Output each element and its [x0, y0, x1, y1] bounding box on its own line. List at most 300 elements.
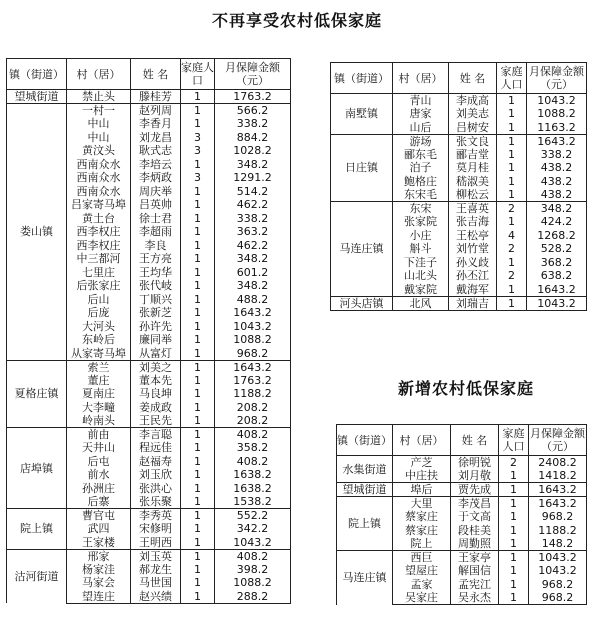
village-cell: 西南众水	[67, 158, 131, 172]
monthly-amount-cell: 2408.2	[529, 456, 587, 470]
name-cell: 李茂昌	[451, 497, 499, 511]
village-cell: 大里	[393, 497, 451, 511]
household-size-cell: 1	[497, 107, 527, 121]
household-size-cell: 1	[181, 590, 215, 604]
village-cell: 中庄扶	[393, 469, 451, 483]
village-cell: 黄土台	[67, 212, 131, 226]
village-cell: 张家院	[393, 215, 449, 229]
household-size-cell: 1	[497, 188, 527, 202]
village-cell: 西李权庄	[67, 225, 131, 239]
village-cell: 山后	[393, 121, 449, 135]
village-cell: 杨家洼	[67, 563, 131, 577]
table-row	[7, 90, 291, 104]
household-size-cell: 1	[181, 185, 215, 199]
household-size-cell: 1	[499, 510, 529, 524]
col-header-monthly-amount: 月保障金额（元）	[215, 59, 291, 90]
village-cell: 武四	[67, 522, 131, 536]
table-row	[337, 483, 587, 497]
monthly-amount-cell: 601.2	[215, 266, 291, 280]
new-families-table	[336, 424, 587, 605]
village-cell: 后山	[67, 293, 131, 307]
table-row	[331, 94, 587, 108]
name-cell: 孙义歧	[449, 256, 497, 270]
monthly-amount-cell: 1643.2	[215, 360, 291, 374]
village-cell: 唐家	[393, 107, 449, 121]
name-cell: 刘玉欣	[131, 468, 181, 482]
village-cell: 黄汶头	[67, 144, 131, 158]
household-size-cell: 2	[497, 242, 527, 256]
household-size-cell: 1	[181, 414, 215, 428]
monthly-amount-cell: 1043.2	[527, 296, 587, 310]
name-cell: 赵列周	[131, 104, 181, 118]
monthly-amount-cell: 968.2	[215, 347, 291, 361]
monthly-amount-cell: 348.2	[215, 252, 291, 266]
village-cell: 董庄	[67, 374, 131, 388]
village-cell: 山北头	[393, 269, 449, 283]
village-cell: 一村一	[67, 104, 131, 118]
monthly-amount-cell: 424.2	[527, 215, 587, 229]
household-size-cell: 1	[181, 266, 215, 280]
monthly-amount-cell: 1043.2	[529, 551, 587, 565]
household-size-cell: 1	[181, 306, 215, 320]
name-cell: 徐士君	[131, 212, 181, 226]
household-size-cell: 1	[181, 320, 215, 334]
household-size-cell: 1	[499, 469, 529, 483]
village-cell: 郦东毛	[393, 148, 449, 162]
village-cell: 蔡家庄	[393, 510, 451, 524]
name-cell: 李超雨	[131, 225, 181, 239]
name-cell: 张新芝	[131, 306, 181, 320]
name-cell: 廉同举	[131, 333, 181, 347]
monthly-amount-cell: 1188.2	[215, 387, 291, 401]
col-header-monthly-amount: 月保障金额（元）	[527, 63, 587, 94]
name-cell: 王民先	[131, 414, 181, 428]
name-cell: 李良	[131, 239, 181, 253]
village-cell: 吴家庄	[393, 591, 451, 605]
name-cell: 李培云	[131, 158, 181, 172]
household-size-cell: 1	[497, 121, 527, 135]
monthly-amount-cell: 488.2	[215, 293, 291, 307]
monthly-amount-cell: 968.2	[529, 578, 587, 592]
village-cell: 王家楼	[67, 536, 131, 550]
household-size-cell: 1	[499, 537, 529, 551]
household-size-cell: 1	[499, 524, 529, 538]
village-cell: 蔡家庄	[393, 524, 451, 538]
monthly-amount-cell: 358.2	[215, 441, 291, 455]
name-cell: 贾先成	[451, 483, 499, 497]
household-size-cell: 1	[181, 347, 215, 361]
village-cell: 望屋庄	[393, 564, 451, 578]
name-cell: 王明西	[131, 536, 181, 550]
name-cell: 李秀英	[131, 509, 181, 523]
town-cell: 河头店镇	[331, 296, 393, 310]
name-cell: 郦吉堂	[449, 148, 497, 162]
name-cell: 丁顺兴	[131, 293, 181, 307]
table-row	[337, 497, 587, 511]
monthly-amount-cell: 408.2	[215, 549, 291, 563]
name-cell: 李成高	[449, 94, 497, 108]
town-cell: 夏格庄镇	[7, 360, 67, 428]
village-cell: 后张家庄	[67, 279, 131, 293]
name-cell: 段桂美	[451, 524, 499, 538]
monthly-amount-cell: 338.2	[527, 148, 587, 162]
monthly-amount-cell: 348.2	[215, 158, 291, 172]
name-cell: 孙许先	[131, 320, 181, 334]
monthly-amount-cell: 1538.2	[215, 495, 291, 509]
monthly-amount-cell: 1643.2	[529, 483, 587, 497]
monthly-amount-cell: 1188.2	[529, 524, 587, 538]
name-cell: 刘月敬	[451, 469, 499, 483]
household-size-cell: 1	[497, 175, 527, 189]
monthly-amount-cell: 1028.2	[215, 144, 291, 158]
name-cell: 张文良	[449, 134, 497, 148]
monthly-amount-cell: 528.2	[527, 242, 587, 256]
monthly-amount-cell: 1291.2	[215, 171, 291, 185]
monthly-amount-cell: 348.2	[527, 202, 587, 216]
monthly-amount-cell: 1043.2	[529, 564, 587, 578]
household-size-cell: 4	[497, 229, 527, 243]
household-size-cell: 1	[181, 522, 215, 536]
village-cell: 后庞	[67, 306, 131, 320]
village-cell: 产芝	[393, 456, 451, 470]
household-size-cell: 3	[181, 171, 215, 185]
monthly-amount-cell: 638.2	[527, 269, 587, 283]
village-cell: 孙洲庄	[67, 482, 131, 496]
name-cell: 程远佳	[131, 441, 181, 455]
household-size-cell: 1	[181, 576, 215, 590]
monthly-amount-cell: 552.2	[215, 509, 291, 523]
village-cell: 马家会	[67, 576, 131, 590]
household-size-cell: 1	[181, 239, 215, 253]
name-cell: 张吉海	[449, 215, 497, 229]
name-cell: 王方亮	[131, 252, 181, 266]
household-size-cell: 3	[181, 131, 215, 145]
table-row	[337, 456, 587, 470]
monthly-amount-cell: 884.2	[215, 131, 291, 145]
monthly-amount-cell: 1763.2	[215, 374, 291, 388]
name-cell: 徐明锐	[451, 456, 499, 470]
table-row	[337, 551, 587, 565]
name-cell: 宋修明	[131, 522, 181, 536]
name-cell: 刘美之	[131, 360, 181, 374]
village-cell: 泊子	[393, 161, 449, 175]
name-cell: 赵兴绩	[131, 590, 181, 604]
household-size-cell: 1	[181, 212, 215, 226]
household-size-cell: 1	[181, 387, 215, 401]
town-cell: 望城街道	[7, 90, 67, 104]
village-cell: 大李疃	[67, 401, 131, 415]
household-size-cell: 1	[181, 536, 215, 550]
col-header-name: 姓 名	[451, 425, 499, 456]
monthly-amount-cell: 408.2	[215, 428, 291, 442]
name-cell: 吴永杰	[451, 591, 499, 605]
monthly-amount-cell: 1043.2	[527, 94, 587, 108]
monthly-amount-cell: 148.2	[529, 537, 587, 551]
monthly-amount-cell: 1043.2	[215, 536, 291, 550]
household-size-cell: 1	[181, 158, 215, 172]
town-cell: 马连庄镇	[331, 202, 393, 297]
monthly-amount-cell: 338.2	[215, 117, 291, 131]
household-size-cell: 1	[181, 225, 215, 239]
household-size-cell: 1	[497, 296, 527, 310]
monthly-amount-cell: 1163.2	[527, 121, 587, 135]
removed-families-table-right	[330, 62, 587, 311]
village-cell: 大河头	[67, 320, 131, 334]
col-header-town: 镇（街道）	[7, 59, 67, 90]
monthly-amount-cell: 968.2	[529, 510, 587, 524]
town-cell: 娄山镇	[7, 104, 67, 361]
col-header-household-size: 家庭人口	[499, 425, 529, 456]
monthly-amount-cell: 368.2	[527, 256, 587, 270]
household-size-cell: 1	[181, 104, 215, 118]
col-header-village: 村（居）	[67, 59, 131, 90]
village-cell: 曹官屯	[67, 509, 131, 523]
name-cell: 解国信	[451, 564, 499, 578]
village-cell: 夏南庄	[67, 387, 131, 401]
name-cell: 柳松云	[449, 188, 497, 202]
household-size-cell: 1	[497, 148, 527, 162]
name-cell: 李炳政	[131, 171, 181, 185]
household-size-cell: 1	[499, 483, 529, 497]
household-size-cell: 1	[181, 549, 215, 563]
name-cell: 刘瑞吉	[449, 296, 497, 310]
village-cell: 鲍格庄	[393, 175, 449, 189]
village-cell: 青山	[393, 94, 449, 108]
village-cell: 前水	[67, 468, 131, 482]
name-cell: 嵇淑美	[449, 175, 497, 189]
main-title: 不再享受农村低保家庭	[212, 11, 383, 30]
name-cell: 李言聪	[131, 428, 181, 442]
household-size-cell: 1	[497, 161, 527, 175]
household-size-cell: 1	[497, 94, 527, 108]
household-size-cell: 1	[497, 134, 527, 148]
table-row	[7, 428, 291, 442]
monthly-amount-cell: 1643.2	[527, 283, 587, 297]
household-size-cell: 1	[181, 441, 215, 455]
village-cell: 斛斗	[393, 242, 449, 256]
village-cell: 中山	[67, 117, 131, 131]
village-cell: 中三都河	[67, 252, 131, 266]
village-cell: 中山	[67, 131, 131, 145]
name-cell: 刘龙昌	[131, 131, 181, 145]
name-cell: 周庆举	[131, 185, 181, 199]
name-cell: 周勤照	[451, 537, 499, 551]
town-cell: 马连庄镇	[337, 551, 393, 605]
monthly-amount-cell: 1418.2	[529, 469, 587, 483]
household-size-cell: 1	[497, 215, 527, 229]
col-header-household-size: 家庭人口	[497, 63, 527, 94]
household-size-cell: 1	[181, 563, 215, 577]
table-row	[331, 202, 587, 216]
col-header-town: 镇（街道）	[337, 425, 393, 456]
village-cell: 西李权庄	[67, 239, 131, 253]
col-header-name: 姓 名	[131, 59, 181, 90]
name-cell: 董本先	[131, 374, 181, 388]
name-cell: 莫月桂	[449, 161, 497, 175]
monthly-amount-cell: 1643.2	[215, 306, 291, 320]
name-cell: 孙丕江	[449, 269, 497, 283]
table-row	[7, 104, 291, 118]
monthly-amount-cell: 968.2	[529, 591, 587, 605]
household-size-cell: 1	[181, 468, 215, 482]
household-size-cell: 1	[181, 401, 215, 415]
village-cell: 西巨	[393, 551, 451, 565]
monthly-amount-cell: 208.2	[215, 414, 291, 428]
table-row	[7, 549, 291, 563]
town-cell: 店埠镇	[7, 428, 67, 509]
name-cell: 戴海军	[449, 283, 497, 297]
household-size-cell: 1	[499, 578, 529, 592]
monthly-amount-cell: 348.2	[215, 279, 291, 293]
name-cell: 耿式志	[131, 144, 181, 158]
name-cell: 刘竹堂	[449, 242, 497, 256]
monthly-amount-cell: 1268.2	[527, 229, 587, 243]
village-cell: 下洼子	[393, 256, 449, 270]
village-cell: 孟家	[393, 578, 451, 592]
household-size-cell: 1	[181, 293, 215, 307]
household-size-cell: 1	[181, 198, 215, 212]
monthly-amount-cell: 1088.2	[215, 576, 291, 590]
col-header-name: 姓 名	[449, 63, 497, 94]
town-cell: 日庄镇	[331, 134, 393, 202]
table-row	[7, 509, 291, 523]
household-size-cell: 1	[181, 360, 215, 374]
village-cell: 岭南头	[67, 414, 131, 428]
village-cell: 七里庄	[67, 266, 131, 280]
household-size-cell: 1	[499, 591, 529, 605]
monthly-amount-cell: 462.2	[215, 239, 291, 253]
village-cell: 戴家院	[393, 283, 449, 297]
monthly-amount-cell: 363.2	[215, 225, 291, 239]
household-size-cell: 2	[499, 456, 529, 470]
household-size-cell: 1	[181, 252, 215, 266]
monthly-amount-cell: 208.2	[215, 401, 291, 415]
village-cell: 东宋	[393, 202, 449, 216]
name-cell: 于文高	[451, 510, 499, 524]
name-cell: 王家亭	[451, 551, 499, 565]
household-size-cell: 1	[181, 482, 215, 496]
household-size-cell: 1	[181, 428, 215, 442]
village-cell: 东宋毛	[393, 188, 449, 202]
name-cell: 王松亭	[449, 229, 497, 243]
monthly-amount-cell: 1763.2	[215, 90, 291, 104]
name-cell: 郝龙生	[131, 563, 181, 577]
household-size-cell: 1	[499, 564, 529, 578]
name-cell: 孟宪江	[451, 578, 499, 592]
col-header-monthly-amount: 月保障金额（元）	[529, 425, 587, 456]
removed-families-table-left	[6, 58, 291, 604]
col-header-village: 村（居）	[393, 425, 451, 456]
village-cell: 禁止头	[67, 90, 131, 104]
village-cell: 游场	[393, 134, 449, 148]
household-size-cell: 1	[181, 117, 215, 131]
monthly-amount-cell: 438.2	[527, 161, 587, 175]
village-cell: 索兰	[67, 360, 131, 374]
village-cell: 小庄	[393, 229, 449, 243]
monthly-amount-cell: 1088.2	[215, 333, 291, 347]
village-cell: 前由	[67, 428, 131, 442]
col-header-village: 村（居）	[393, 63, 449, 94]
village-cell: 埠后	[393, 483, 451, 497]
monthly-amount-cell: 1643.2	[529, 497, 587, 511]
town-cell: 院上镇	[7, 509, 67, 550]
household-size-cell: 2	[497, 269, 527, 283]
col-header-household-size: 家庭人口	[181, 59, 215, 90]
household-size-cell: 1	[181, 495, 215, 509]
name-cell: 李香月	[131, 117, 181, 131]
village-cell: 邢家	[67, 549, 131, 563]
village-cell: 后寨	[67, 495, 131, 509]
name-cell: 刘美志	[449, 107, 497, 121]
household-size-cell: 1	[181, 509, 215, 523]
village-cell: 后屯	[67, 455, 131, 469]
monthly-amount-cell: 566.2	[215, 104, 291, 118]
monthly-amount-cell: 1638.2	[215, 482, 291, 496]
name-cell: 从富灯	[131, 347, 181, 361]
monthly-amount-cell: 338.2	[215, 212, 291, 226]
town-cell: 院上镇	[337, 497, 393, 551]
household-size-cell: 1	[181, 374, 215, 388]
village-cell: 望连庄	[67, 590, 131, 604]
table-row	[7, 360, 291, 374]
village-cell: 吕家寄马埠	[67, 198, 131, 212]
name-cell: 马世国	[131, 576, 181, 590]
town-cell: 南墅镇	[331, 94, 393, 135]
monthly-amount-cell: 438.2	[527, 175, 587, 189]
monthly-amount-cell: 1638.2	[215, 468, 291, 482]
village-cell: 北风	[393, 296, 449, 310]
monthly-amount-cell: 398.2	[215, 563, 291, 577]
monthly-amount-cell: 408.2	[215, 455, 291, 469]
village-cell: 天井山	[67, 441, 131, 455]
household-size-cell: 1	[499, 497, 529, 511]
monthly-amount-cell: 1088.2	[527, 107, 587, 121]
household-size-cell: 2	[497, 202, 527, 216]
name-cell: 姜成政	[131, 401, 181, 415]
monthly-amount-cell: 462.2	[215, 198, 291, 212]
household-size-cell: 1	[181, 90, 215, 104]
name-cell: 赵福寿	[131, 455, 181, 469]
name-cell: 张代岐	[131, 279, 181, 293]
name-cell: 张乐聚	[131, 495, 181, 509]
monthly-amount-cell: 1043.2	[215, 320, 291, 334]
village-cell: 西南众水	[67, 171, 131, 185]
col-header-town: 镇（街道）	[331, 63, 393, 94]
household-size-cell: 1	[181, 333, 215, 347]
household-size-cell: 3	[181, 144, 215, 158]
village-cell: 西南众水	[67, 185, 131, 199]
town-cell: 沽河街道	[7, 549, 67, 603]
name-cell: 马良坤	[131, 387, 181, 401]
name-cell: 吕英帅	[131, 198, 181, 212]
household-size-cell: 1	[181, 279, 215, 293]
household-size-cell: 1	[499, 551, 529, 565]
household-size-cell: 1	[497, 283, 527, 297]
table-row	[331, 134, 587, 148]
new-families-title: 新增农村低保家庭	[398, 379, 535, 398]
village-cell: 从家寄马埠	[67, 347, 131, 361]
town-cell: 水集街道	[337, 456, 393, 483]
name-cell: 刘玉英	[131, 549, 181, 563]
household-size-cell: 1	[497, 256, 527, 270]
village-cell: 院上	[393, 537, 451, 551]
household-size-cell: 1	[181, 455, 215, 469]
monthly-amount-cell: 514.2	[215, 185, 291, 199]
village-cell: 东岭后	[67, 333, 131, 347]
monthly-amount-cell: 342.2	[215, 522, 291, 536]
monthly-amount-cell: 1643.2	[527, 134, 587, 148]
town-cell: 望城街道	[337, 483, 393, 497]
